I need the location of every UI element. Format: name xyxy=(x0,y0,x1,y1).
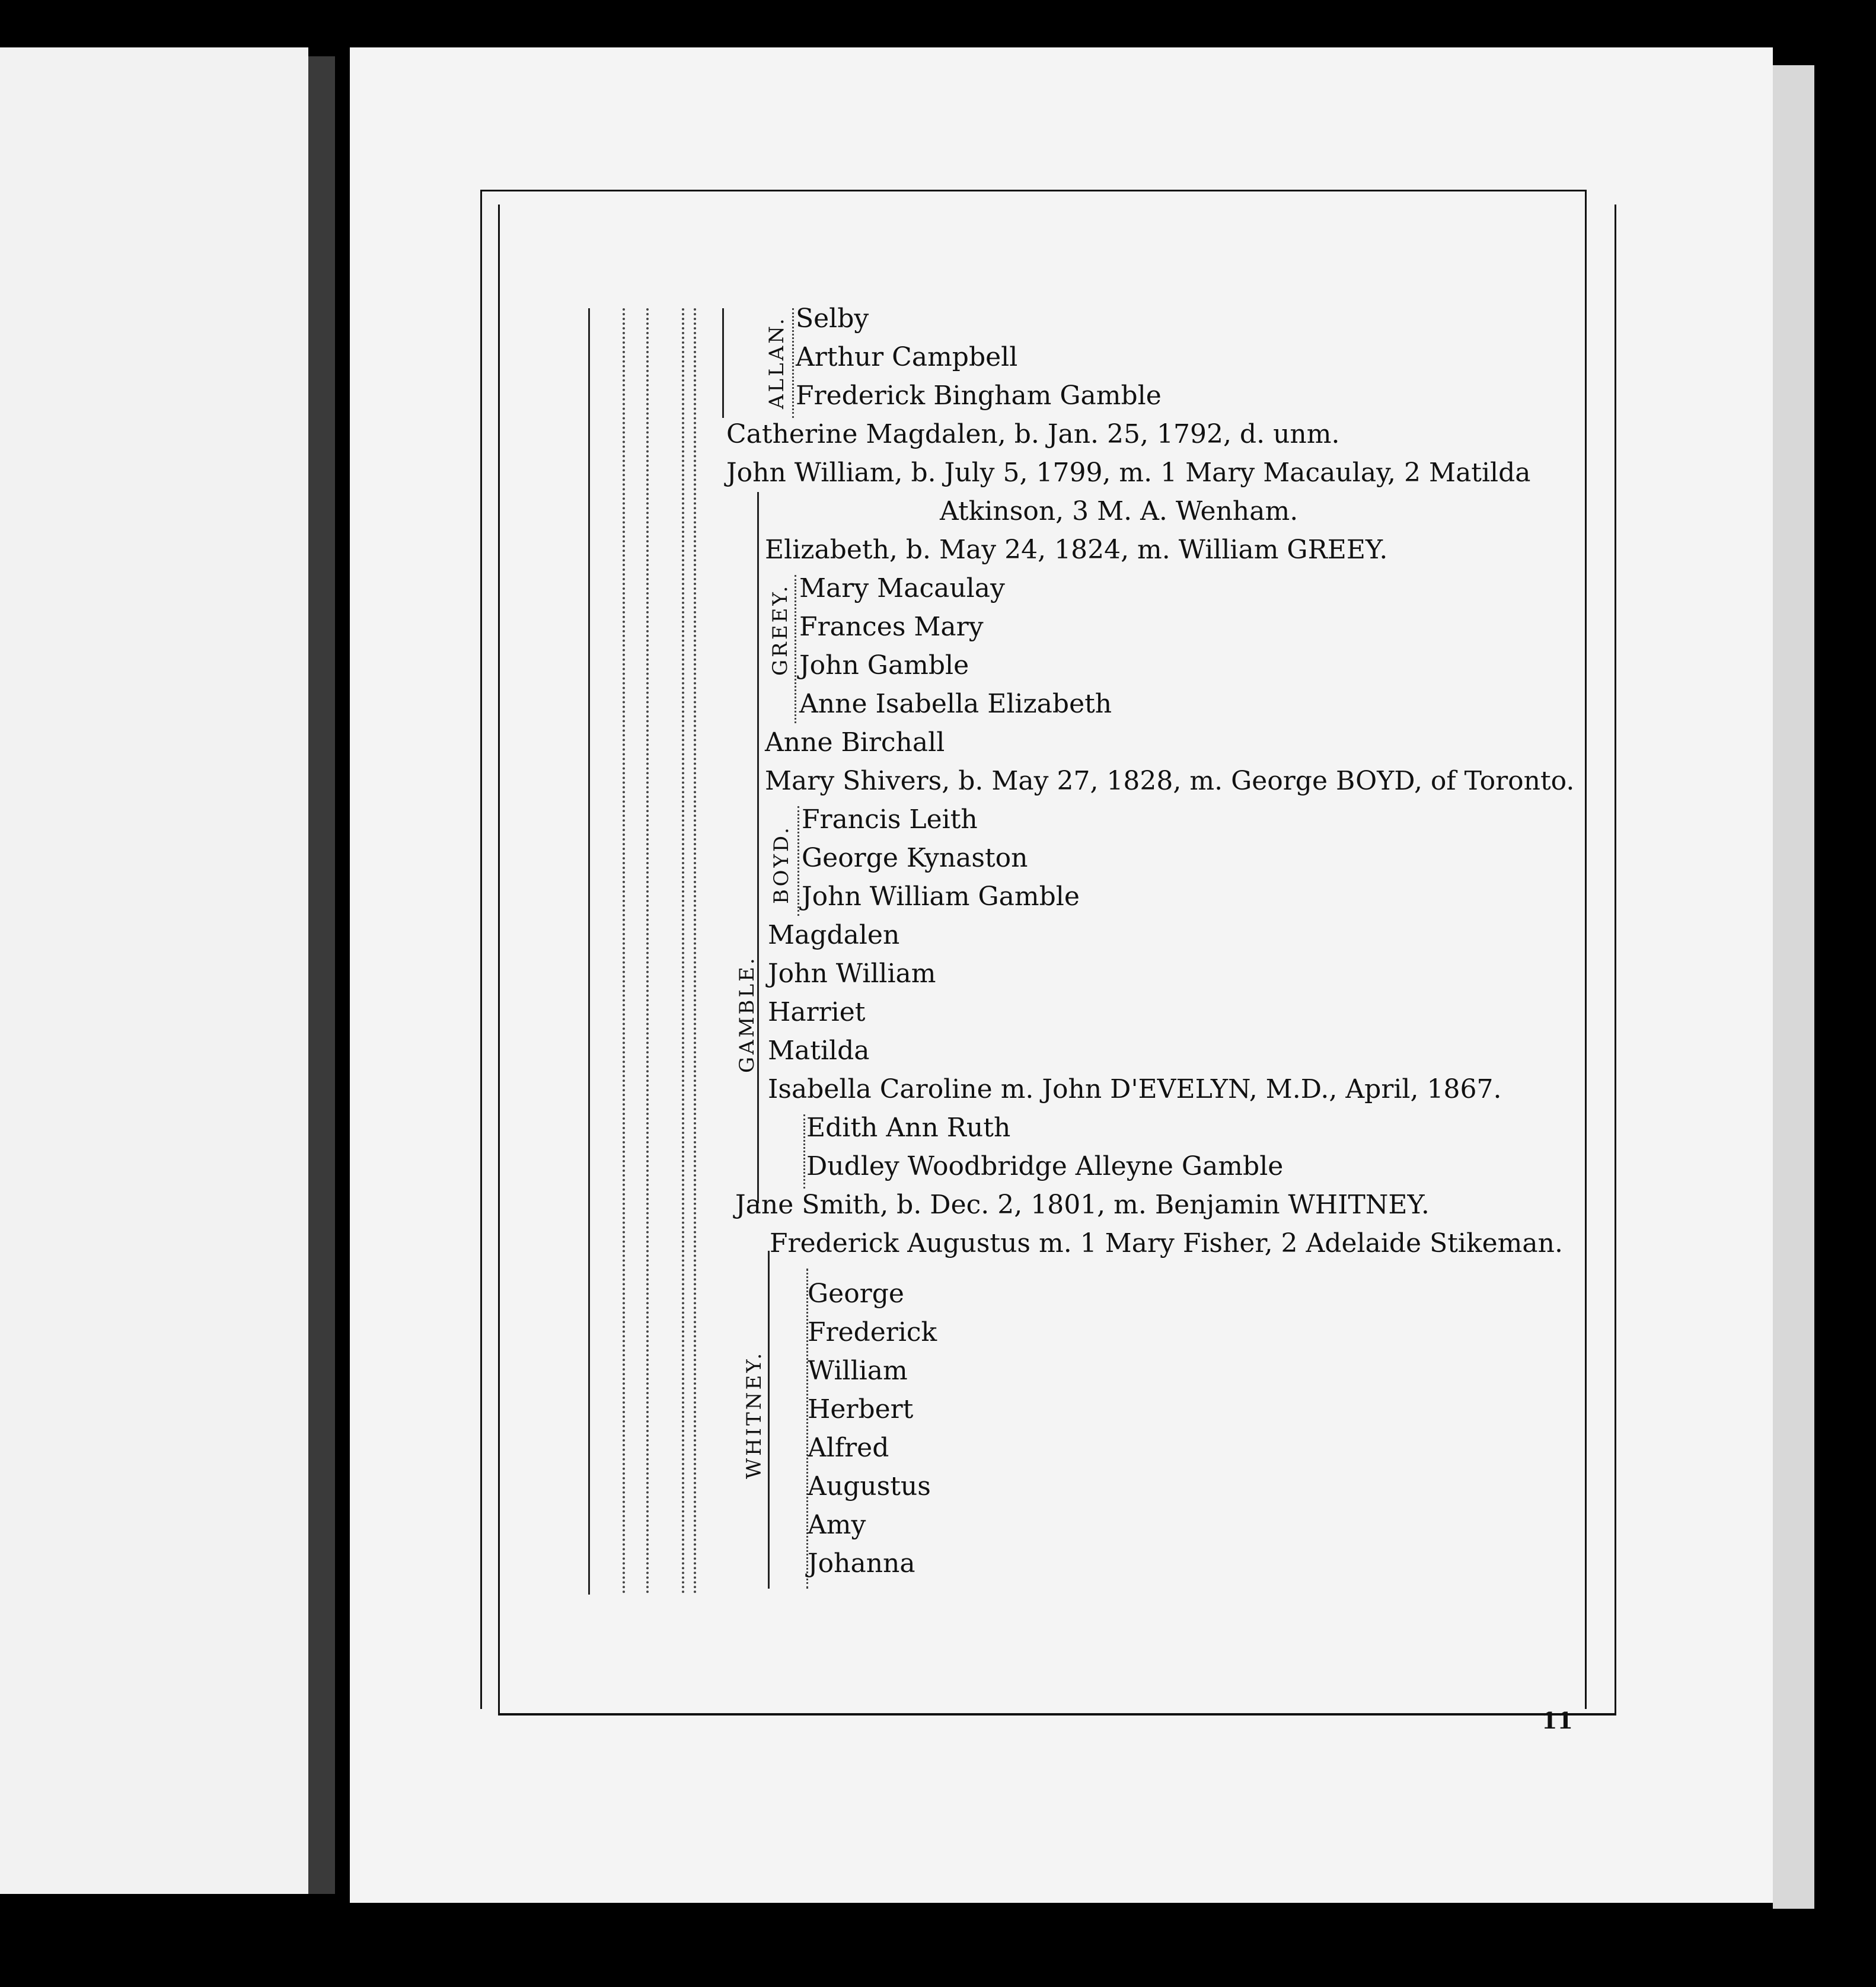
tree-line-gamble xyxy=(757,492,759,1203)
entry-line: Harriet xyxy=(768,997,866,1027)
entry-line: Arthur Campbell xyxy=(796,342,1018,372)
entry-line: Elizabeth, b. May 24, 1824, m. William GREEY. xyxy=(765,535,1388,565)
entry-line: Magdalen xyxy=(768,920,900,950)
entry-line: George xyxy=(808,1279,904,1309)
label-whitney: WHITNEY. xyxy=(742,1350,766,1479)
entry-line: Johanna xyxy=(808,1548,915,1579)
entry-line: Atkinson, 3 M. A. Wenham. xyxy=(940,496,1298,526)
entry-line: Anne Isabella Elizabeth xyxy=(799,689,1112,719)
entry-line: Selby xyxy=(796,304,869,334)
book-gutter xyxy=(308,56,335,1894)
entry-line: John William xyxy=(768,959,936,989)
entry-line: Isabella Caroline m. John D'EVELYN, M.D., April, 1867. xyxy=(768,1074,1502,1104)
tree-line-3 xyxy=(646,308,649,1595)
brace-allan xyxy=(792,308,794,418)
entry-line: Dudley Woodbridge Alleyne Gamble xyxy=(806,1151,1284,1181)
brace-whitney xyxy=(806,1269,808,1589)
entry-line: Alfred xyxy=(808,1433,889,1463)
brace-develyn xyxy=(803,1114,805,1189)
tree-line-5 xyxy=(694,308,696,1595)
entry-line: Jane Smith, b. Dec. 2, 1801, m. Benjamin WHITNEY. xyxy=(735,1190,1430,1220)
entry-line: Frederick Bingham Gamble xyxy=(796,381,1162,411)
entry-line: William xyxy=(808,1356,908,1386)
label-boyd: BOYD. xyxy=(770,825,793,904)
tree-line-2 xyxy=(623,308,625,1595)
entry-line: Frederick Augustus m. 1 Mary Fisher, 2 Adelaide Stikeman. xyxy=(770,1228,1563,1258)
entry-line: George Kynaston xyxy=(802,843,1028,873)
entry-line: Catherine Magdalen, b. Jan. 25, 1792, d. unm. xyxy=(726,419,1340,449)
entry-line: Herbert xyxy=(808,1394,914,1424)
entry-line: Edith Ann Ruth xyxy=(806,1113,1011,1143)
page-number: 11 xyxy=(1542,1707,1573,1734)
entry-line: Anne Birchall xyxy=(765,727,945,758)
label-gamble: GAMBLE. xyxy=(735,956,759,1073)
entry-line: Frederick xyxy=(808,1317,937,1347)
tree-line-1 xyxy=(588,308,590,1595)
entry-line: Mary Macaulay xyxy=(799,573,1005,603)
entry-line: Frances Mary xyxy=(799,612,984,642)
entry-line: John Gamble xyxy=(799,650,969,681)
tree-line-allan xyxy=(722,308,724,418)
tree-line-whitney xyxy=(768,1251,770,1589)
brace-boyd xyxy=(797,806,799,916)
entry-line: Augustus xyxy=(808,1471,931,1502)
entry-line: Francis Leith xyxy=(802,804,978,835)
entry-line: Mary Shivers, b. May 27, 1828, m. George BOYD, of Toronto. xyxy=(765,766,1575,796)
entry-line: Amy xyxy=(808,1510,866,1540)
entry-line: John William Gamble xyxy=(802,881,1080,912)
label-greey: GREEY. xyxy=(768,583,792,676)
entry-line: Matilda xyxy=(768,1036,870,1066)
page-edge xyxy=(1773,65,1814,1909)
label-allan: ALLAN. xyxy=(765,316,789,409)
left-page xyxy=(0,47,308,1894)
entry-line: John William, b. July 5, 1799, m. 1 Mary Macaulay, 2 Matilda xyxy=(726,458,1531,488)
brace-greey xyxy=(795,575,796,723)
tree-line-4 xyxy=(682,308,684,1595)
